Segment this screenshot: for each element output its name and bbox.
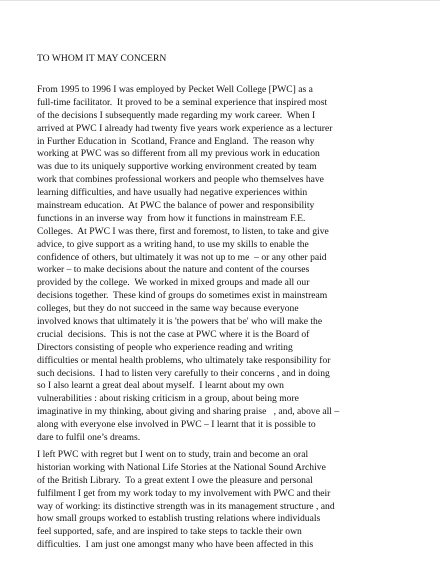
text-line: of the British Library. To a great extent I owe the pleasure and personal bbox=[37, 474, 313, 486]
text-line: work that combines professional workers and people who themselves have bbox=[37, 174, 324, 186]
paragraph-1 bbox=[37, 84, 417, 445]
text-line: difficulties or mental health problems, who ultimately take responsibility for bbox=[37, 354, 331, 366]
text-line: provided by the college. We worked in mixed groups and made all our bbox=[37, 277, 310, 289]
text-line: in Further Education in Scotland, France and England. The reason why bbox=[37, 135, 315, 147]
text-line: how small groups worked to establish trusting relations where individuals bbox=[37, 513, 321, 525]
text-line: worker – to make decisions about the nature and content of the courses bbox=[37, 264, 310, 276]
text-line: vulnerabilities : about risking criticism in a group, about being more bbox=[37, 393, 299, 405]
text-line: so I also learnt a great deal about myself. I learnt about my own bbox=[37, 380, 284, 392]
text-line: crucial decisions. This is not the case at PWC where it is the Board of bbox=[37, 328, 310, 340]
text-line: I left PWC with regret but I went on to study, train and become an oral bbox=[37, 449, 309, 460]
text-line: mainstream education. At PWC the balance of power and responsibility bbox=[37, 200, 315, 212]
text-line: was due to its uniquely supportive working environment created by team bbox=[37, 161, 317, 173]
text-line: learning difficulties, and have usually had negative experiences within bbox=[37, 187, 308, 199]
text-line: dare to fulfil one’s dreams. bbox=[37, 432, 141, 444]
text-line: difficulties. I am just one amongst many who have been affected in this bbox=[37, 539, 314, 551]
text-line: From 1995 to 1996 I was employed by Pecket Well College [PWC] as a bbox=[37, 84, 313, 95]
text-line: Colleges. At PWC I was there, first and foremost, to listen, to take and give bbox=[37, 225, 329, 237]
text-line: fulfilment I get from my work today to my involvement with PWC and their bbox=[37, 487, 331, 499]
text-line: of the decisions I subsequently made regarding my work career. When I bbox=[37, 109, 316, 121]
text-line: Directors consisting of people who experience reading and writing bbox=[37, 341, 293, 353]
text-line: functions in an inverse way from how it functions in mainstream F.E. bbox=[37, 212, 306, 224]
paragraph-2 bbox=[37, 449, 417, 552]
text-line: feel supported, safe, and are inspired to take steps to tackle their own bbox=[37, 526, 302, 538]
text-line: along with everyone else involved in PWC – I learnt that it is possible to bbox=[37, 419, 316, 431]
text-line: imaginative in my thinking, about giving and sharing praise , and, above all – bbox=[37, 406, 340, 418]
text-line: full-time facilitator. It proved to be a seminal experience that inspired most bbox=[37, 96, 328, 108]
text-line: advice, to give support as a writing hand, to use my skills to enable the bbox=[37, 238, 309, 250]
text-line: working at PWC was so different from all my previous work in education bbox=[37, 148, 320, 160]
text-line: involved knows that ultimately it is 'the powers that be' who will make the bbox=[37, 316, 323, 328]
text-line: arrived at PWC I already had twenty five years work experience as a lecturer bbox=[37, 122, 333, 134]
text-line: confidence of others, but ultimately it was not up to me – or any other paid bbox=[37, 251, 327, 263]
text-line: colleges, but they do not succeed in the same way because everyone bbox=[37, 303, 299, 315]
text-line: such decisions. I had to listen very carefully to their concerns , and in doing bbox=[37, 367, 330, 379]
salutation: TO WHOM IT MAY CONCERN bbox=[37, 53, 167, 64]
text-line: way of working: its distinctive strength was in its management structure , and bbox=[37, 500, 335, 512]
text-line: historian working with National Life Stories at the National Sound Archive bbox=[37, 461, 326, 473]
text-line: decisions together. These kind of groups do sometimes exist in mainstream bbox=[37, 290, 328, 302]
